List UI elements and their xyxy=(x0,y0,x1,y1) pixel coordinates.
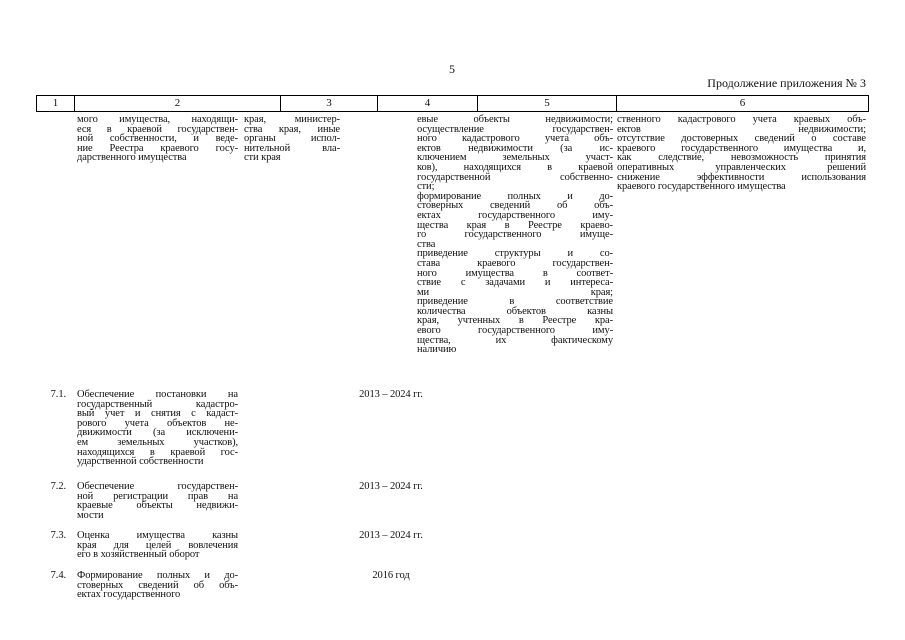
text-line: евого государственного иму- xyxy=(417,325,613,337)
column-header-4: 4 xyxy=(377,96,477,111)
top-row-col2 xyxy=(77,115,238,163)
text-line: ной собственности, и веде- xyxy=(77,133,238,145)
text-line: как следствие, невозможность принятия xyxy=(617,152,866,164)
row-description xyxy=(77,531,238,560)
text-line: осуществление государствен- xyxy=(417,123,613,135)
column-header-row xyxy=(36,95,869,112)
text-line: находящихся в краевой гос- xyxy=(77,446,238,458)
text-line: ной регистрации прав на xyxy=(77,490,238,502)
text-line: края, министер- xyxy=(244,114,340,125)
text-line: ков), находящихся в краевой xyxy=(417,161,613,173)
text-line: приведение в соответствие xyxy=(417,296,613,308)
text-line: отсутствие достоверных сведений о составе xyxy=(617,133,866,145)
text-line: органы испол- xyxy=(244,133,340,145)
text-line: еся в краевой государствен- xyxy=(77,123,238,135)
text-line: ние Реестра краевого госу- xyxy=(77,142,238,154)
text-line: ствие с задачами и интереса- xyxy=(417,277,613,289)
text-line: щества, их фактическому xyxy=(417,334,613,346)
text-line: сти; xyxy=(417,181,435,193)
text-line: ектов недвижимости; xyxy=(617,123,866,135)
text-line: ем земельных участков), xyxy=(77,436,238,448)
text-line: ектах государственного xyxy=(77,589,181,601)
text-line: Формирование полных и до- xyxy=(77,570,238,581)
text-line: ства xyxy=(417,238,436,250)
text-line: края, учтенных в Реестре кра- xyxy=(417,315,613,327)
text-line: става краевого государствен- xyxy=(417,257,613,269)
text-line: сти края xyxy=(244,152,281,164)
text-line: краевого государственного имущества и, xyxy=(617,142,866,154)
text-line: оперативных управленческих решений xyxy=(617,161,866,173)
text-line: нительной вла- xyxy=(244,142,340,154)
text-line: евые объекты недвижимости; xyxy=(417,114,613,125)
text-line: края для целей вовлечения xyxy=(77,539,238,551)
text-line: ного кадастрового учета объ- xyxy=(417,133,613,145)
text-line: снижение эффективности использования xyxy=(617,171,866,183)
text-line: государственный кадастро- xyxy=(77,398,238,410)
text-line: ектах государственного иму- xyxy=(417,209,613,221)
text-line: ключением земельных участ- xyxy=(417,152,613,164)
row-period: 2016 год xyxy=(372,570,410,581)
top-row-col3 xyxy=(244,115,340,163)
text-line: ударственной собственности xyxy=(77,456,204,468)
text-line: мости xyxy=(77,509,104,521)
text-line: краевые объекты недвижи- xyxy=(77,500,238,512)
text-line: приведение структуры и со- xyxy=(417,248,613,260)
row-number: 7.4. xyxy=(50,570,66,581)
column-header-3: 3 xyxy=(280,96,377,111)
row-number: 7.2. xyxy=(50,481,66,492)
text-line: го государственного имуще- xyxy=(417,229,613,241)
page-number: 5 xyxy=(449,62,455,76)
text-line: краевого государственного имущества xyxy=(617,181,786,193)
column-header-6: 6 xyxy=(616,96,868,111)
text-line: наличию xyxy=(417,344,457,356)
text-line: вый учет и снятия с кадаст- xyxy=(77,408,238,420)
text-line: его в хозяйственный оборот xyxy=(77,549,200,561)
text-line: ства края, иные xyxy=(244,123,340,135)
text-line: движимости (за исключени- xyxy=(77,427,238,439)
text-line: государственной собственно- xyxy=(417,171,613,183)
text-line: стоверных сведений об объ- xyxy=(417,200,613,212)
row-description xyxy=(77,390,238,467)
text-line: рового учета объектов не- xyxy=(77,417,238,429)
row-description xyxy=(77,482,238,520)
text-line: ного имущества в соответ- xyxy=(417,267,613,279)
top-row-col6 xyxy=(617,115,866,192)
text-line: ственного кадастрового учета краевых объ- xyxy=(617,114,866,125)
text-line: щества края в Реестре краево- xyxy=(417,219,613,231)
column-header-2: 2 xyxy=(74,96,280,111)
top-row-col5 xyxy=(417,115,613,355)
text-line: формирование полных и до- xyxy=(417,190,613,202)
text-line: количества объектов казны xyxy=(417,305,613,317)
text-line: стоверных сведений об объ- xyxy=(77,579,238,591)
text-line: дарственного имущества xyxy=(77,152,187,164)
text-line: ми края; xyxy=(417,286,613,298)
text-line: мого имущества, находящи- xyxy=(77,114,238,125)
row-period: 2013 – 2024 гг. xyxy=(359,481,423,492)
row-number: 7.3. xyxy=(50,530,66,541)
text-line: Обеспечение постановки на xyxy=(77,389,238,400)
column-header-5: 5 xyxy=(477,96,616,111)
row-period: 2013 – 2024 гг. xyxy=(359,530,423,541)
row-period: 2013 – 2024 гг. xyxy=(359,389,423,400)
text-line: Обеспечение государствен- xyxy=(77,481,238,492)
row-description xyxy=(77,571,238,600)
continuation-label: Продолжение приложения № 3 xyxy=(707,76,866,90)
text-line: Оценка имущества казны xyxy=(77,530,238,541)
text-line: ектов недвижимости (за ис- xyxy=(417,142,613,154)
column-header-1: 1 xyxy=(52,97,59,109)
row-number: 7.1. xyxy=(50,389,66,400)
